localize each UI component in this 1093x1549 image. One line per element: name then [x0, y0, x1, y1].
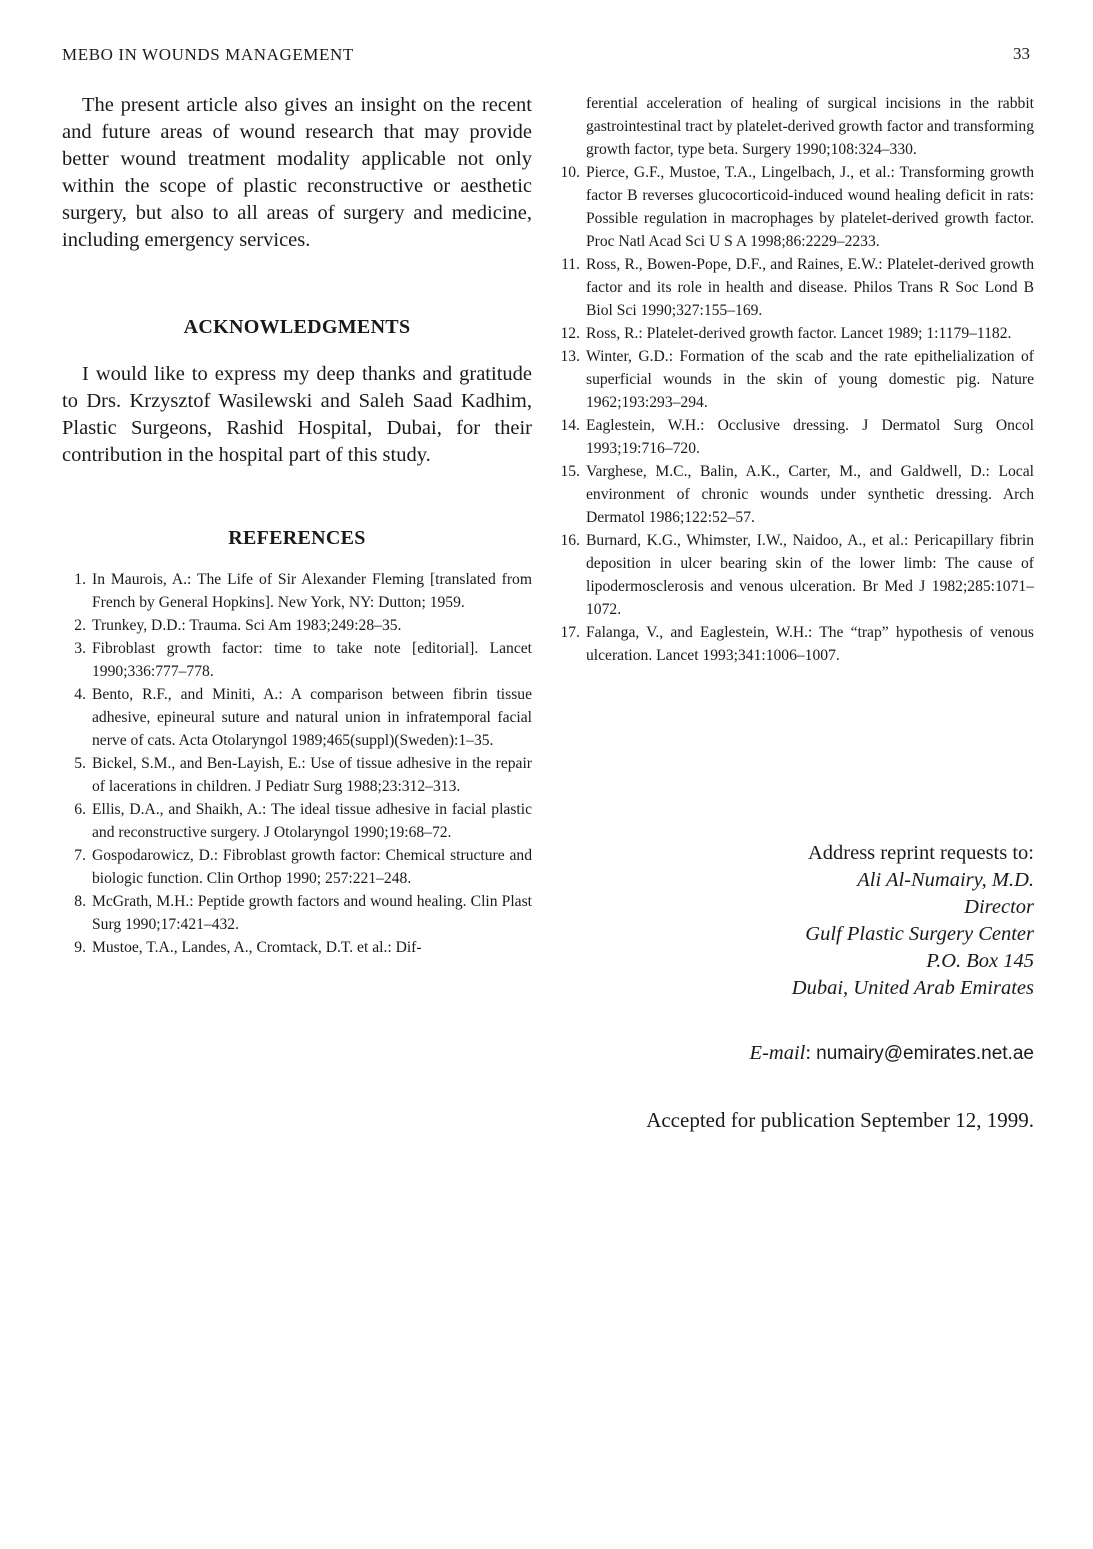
- intro-paragraph: The present article also gives an insight on the recent and future areas of wound research that may provide better wound treatment modality applicable not only within the scope of plastic reconstructive or aesthetic surgery, but also to all areas of surgery and medicine, including emergency services.: [62, 94, 532, 251]
- reference-text: Ellis, D.A., and Shaikh, A.: The ideal tissue adhesive in facial plastic and reconstructive surgery. J Otolaryngol 1990;19:68–72.: [92, 801, 532, 841]
- reference-number: 8.: [74, 893, 86, 910]
- reference-number: 6.: [74, 801, 86, 818]
- reference-item: [62, 683, 532, 752]
- reference-text: Mustoe, T.A., Landes, A., Cromtack, D.T. et al.: Dif-: [92, 939, 422, 956]
- reference-item: [62, 890, 532, 936]
- reference-continuation: ferential acceleration of healing of surgical incisions in the rabbit gastrointestinal tract by platelet-derived growth factor and transforming growth factor, type beta. Surgery 1990;108:324–330.: [586, 95, 1034, 158]
- reference-text: Pierce, G.F., Mustoe, T.A., Lingelbach, J., et al.: Transforming growth factor B reverses glucocorticoid-induced wound healing deficit in rats: Possible regulation in macrophages by platelet-derived growth factor. Proc Natl Acad Sci U S A 1998;86:2229–2233.: [586, 164, 1034, 250]
- reference-item: [556, 253, 1034, 322]
- acknowledgments-text: I would like to express my deep thanks and gratitude to Drs. Krzysztof Wasilewski and Saleh Saad Kadhim, Plastic Surgeons, Rashid Hospital, Dubai, for their contribution in the hospital part of this study.: [62, 363, 532, 466]
- reference-text: Eaglestein, W.H.: Occlusive dressing. J Dermatol Surg Oncol 1993;19:716–720.: [586, 417, 1034, 457]
- reprint-address: [556, 840, 1034, 1002]
- reference-number: 14.: [560, 417, 580, 434]
- author-title: Director: [964, 896, 1034, 918]
- reference-item: [62, 752, 532, 798]
- reference-number: 15.: [560, 463, 580, 480]
- city: Dubai, United Arab Emirates: [791, 977, 1034, 999]
- acknowledgments-heading: ACKNOWLEDGMENTS: [183, 316, 411, 338]
- reference-number: 16.: [560, 532, 580, 549]
- running-head: MEBO IN WOUNDS MANAGEMENT: [62, 45, 354, 64]
- reference-number: 1.: [74, 571, 86, 588]
- reference-number: 17.: [560, 624, 580, 641]
- reference-text: Ross, R.: Platelet-derived growth factor. Lancet 1989; 1:1179–1182.: [586, 325, 1012, 342]
- page-number: 33: [1013, 44, 1030, 63]
- po-box: P.O. Box 145: [926, 950, 1034, 972]
- reference-number: 11.: [561, 256, 580, 273]
- reference-item: [556, 529, 1034, 621]
- reference-text: Ross, R., Bowen-Pope, D.F., and Raines, E.W.: Platelet-derived growth factor and its role in health and disease. Philos Trans R Soc Lond B Biol Sci 1990;327:155–169.: [586, 256, 1034, 319]
- reference-item: [62, 936, 532, 959]
- reference-text: Fibroblast growth factor: time to take note [editorial]. Lancet 1990;336:777–778.: [92, 640, 532, 680]
- reference-item: [556, 460, 1034, 529]
- reference-text: Burnard, K.G., Whimster, I.W., Naidoo, A., et al.: Pericapillary fibrin deposition in ulcer bearing skin of the lower limb: The cause of lipodermosclerosis and venous ulceration. Br Med J 1982;285:1071–1072.: [586, 532, 1034, 618]
- reference-text: McGrath, M.H.: Peptide growth factors and wound healing. Clin Plast Surg 1990;17:421–432.: [92, 893, 532, 933]
- address-intro: Address reprint requests to:: [807, 842, 1034, 864]
- reference-item: [556, 621, 1034, 667]
- reference-text: Bickel, S.M., and Ben-Layish, E.: Use of tissue adhesive in the repair of lacerations in children. J Pediatr Surg 1988;23:312–313.: [92, 755, 532, 795]
- reference-text: Trunkey, D.D.: Trauma. Sci Am 1983;249:28–35.: [92, 617, 402, 634]
- reference-number: 10.: [560, 164, 580, 181]
- reference-text: Winter, G.D.: Formation of the scab and the rate epithelialization of superficial wounds in the skin of young domestic pig. Nature 1962;193:293–294.: [586, 348, 1034, 411]
- reference-item: [62, 637, 532, 683]
- right-column: [556, 92, 1034, 667]
- reference-number: 5.: [74, 755, 86, 772]
- left-column: [62, 92, 532, 959]
- reference-item: [62, 844, 532, 890]
- reference-number: 4.: [74, 686, 86, 703]
- email-address[interactable]: numairy@emirates.net.ae: [816, 1043, 1034, 1064]
- reference-item: [62, 798, 532, 844]
- email-label: E-mail: [749, 1042, 806, 1064]
- references-heading: REFERENCES: [228, 527, 366, 549]
- reference-item: [556, 345, 1034, 414]
- reference-number: 2.: [74, 617, 86, 634]
- reference-number: 13.: [560, 348, 580, 365]
- reference-item: [556, 414, 1034, 460]
- reference-text: Varghese, M.C., Balin, A.K., Carter, M., and Galdwell, D.: Local environment of chronic wounds under synthetic dressing. Arch Dermatol 1986;122:52–57.: [586, 463, 1034, 526]
- reference-item: [556, 161, 1034, 253]
- reference-number: 9.: [74, 939, 86, 956]
- author-name: Ali Al-Numairy, M.D.: [857, 869, 1034, 891]
- reference-text: In Maurois, A.: The Life of Sir Alexander Fleming [translated from French by General Hopkins]. New York, NY: Dutton; 1959.: [92, 571, 532, 611]
- reference-number: 7.: [74, 847, 86, 864]
- references-list-left: [62, 568, 532, 959]
- reference-text: Gospodarowicz, D.: Fibroblast growth factor: Chemical structure and biologic function. Clin Orthop 1990; 257:221–248.: [92, 847, 532, 887]
- reference-number: 12.: [560, 325, 580, 342]
- email-colon: :: [805, 1042, 817, 1064]
- reference-number: 3.: [74, 640, 86, 657]
- reference-text: Bento, R.F., and Miniti, A.: A comparison between fibrin tissue adhesive, epineural suture and natural union in infratemporal facial nerve of cats. Acta Otolaryngol 1989;465(suppl)(Sweden):1–35.: [92, 686, 532, 749]
- reference-text: Falanga, V., and Eaglestein, W.H.: The “trap” hypothesis of venous ulceration. Lancet 1993;341:1006–1007.: [586, 624, 1034, 664]
- reference-item: [62, 568, 532, 614]
- accepted-date: Accepted for publication September 12, 1999.: [646, 1108, 1034, 1132]
- email-line: [556, 1042, 1034, 1065]
- references-list-right: [556, 161, 1034, 667]
- reference-item: [62, 614, 532, 637]
- organization: Gulf Plastic Surgery Center: [805, 923, 1034, 945]
- reference-item: [556, 322, 1034, 345]
